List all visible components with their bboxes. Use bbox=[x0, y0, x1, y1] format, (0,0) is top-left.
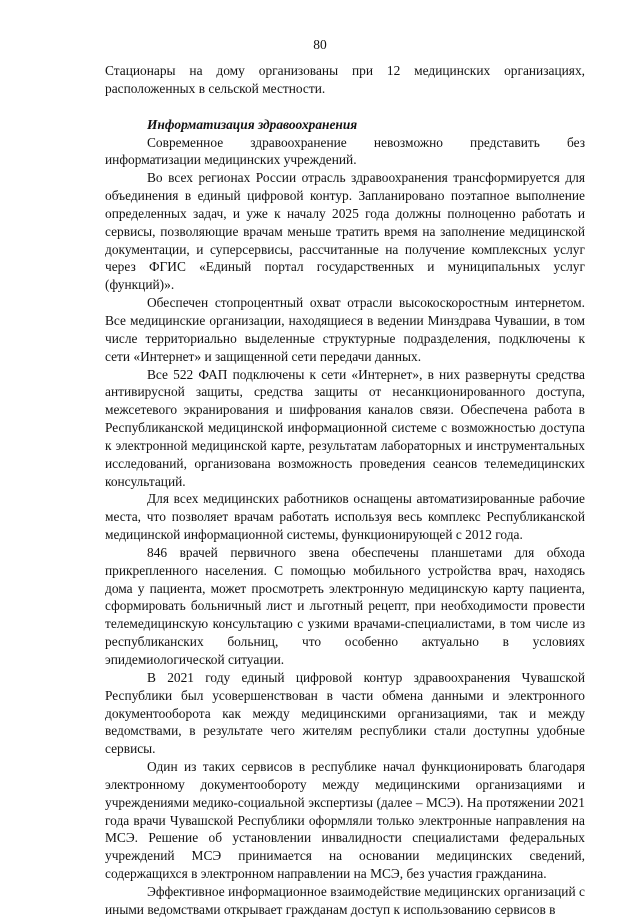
paragraph: Для всех медицинских работников оснащены автоматизированные рабочие места, что позволяет врачам работать используя весь комплекс Республиканской медицинской информационной системы, функционирующей с 2012 года. bbox=[105, 491, 585, 543]
intro-paragraph: Стационары на дому организованы при 12 медицинских организациях, расположенных в сельской местности. bbox=[105, 63, 585, 96]
paragraph: Эффективное информационное взаимодействие медицинских организаций с иными ведомствами открывает гражданам доступ к использованию сервисов в bbox=[105, 883, 585, 917]
paragraph: Один из таких сервисов в республике начал функционировать благодаря электронному документообороту между медицинскими организациями и учреждениями медико-социальной экспертизы (далее – МСЭ). На протяжении 2021 года врачи Чувашской Республики оформляли только электронные направления на МСЭ. Решение об установлении инвалидности специалистами федеральных учреждений МСЭ принимается на основании медицинских сведений, содержащихся в электронном направлении на МСЭ, без участия гражданина. bbox=[105, 759, 585, 882]
document-body bbox=[105, 62, 585, 919]
paragraph: Современное здравоохранение невозможно представить без информатизации медицинских учреждений. bbox=[105, 134, 585, 168]
paragraph: Обеспечен стопроцентный охват отрасли высокоскоростным интернетом. Все медицинские организации, находящиеся в ведении Минздрава Чувашии, в том числе территориально выделенные структурные подразделения, подключены к сети «Интернет» и защищенной сети передачи данных. bbox=[105, 295, 585, 364]
paragraph: В 2021 году единый цифровой контур здравоохранения Чувашской Республики был усовершенствован в части обмена данными и электронного документооборота как между медицинскими организациями, так и между ведомствами, в результате чего жителям республики стали доступны удобные сервисы. bbox=[105, 669, 585, 757]
page-number: 80 bbox=[313, 37, 327, 52]
paragraph: 846 врачей первичного звена обеспечены планшетами для обхода прикрепленного населения. С помощью мобильного устройства врач, находясь дома у пациента, может просмотреть электронную медицинскую карту пациента, сформировать больничный лист и льготный рецепт, при необходимости провести телемедицинскую консультацию с узкими врачами-специалистами, в том числе из республиканских больниц, что особенно актуально в условиях эпидемиологической ситуации. bbox=[105, 544, 585, 667]
paragraph: Все 522 ФАП подключены к сети «Интернет», в них развернуты средства антивирусной защиты, средства защиты от несанкционированного доступа, межсетевого экранирования и шифрования каналов связи. Обеспечена работа в Республиканской медицинской информационной системе с возможностью доступа к электронной медицинской карте, результатам лабораторных и инструментальных исследований, организована возможность проведения сеансов телемедицинских консультаций. bbox=[105, 366, 585, 489]
paragraph: Во всех регионах России отрасль здравоохранения трансформируется для объединения в единый цифровой контур. Запланировано поэтапное выполнение определенных задач, и уже к началу 2025 года должны полноценно работать и сервисы, позволяющие врачам меньше тратить время на заполнение медицинской документации, и суперсервисы, рассчитанные на получение комплексных услуг через ФГИС «Единый портал государственных и муниципальных услуг (функций)». bbox=[105, 170, 585, 293]
section-heading: Информатизация здравоохранения bbox=[147, 116, 358, 132]
